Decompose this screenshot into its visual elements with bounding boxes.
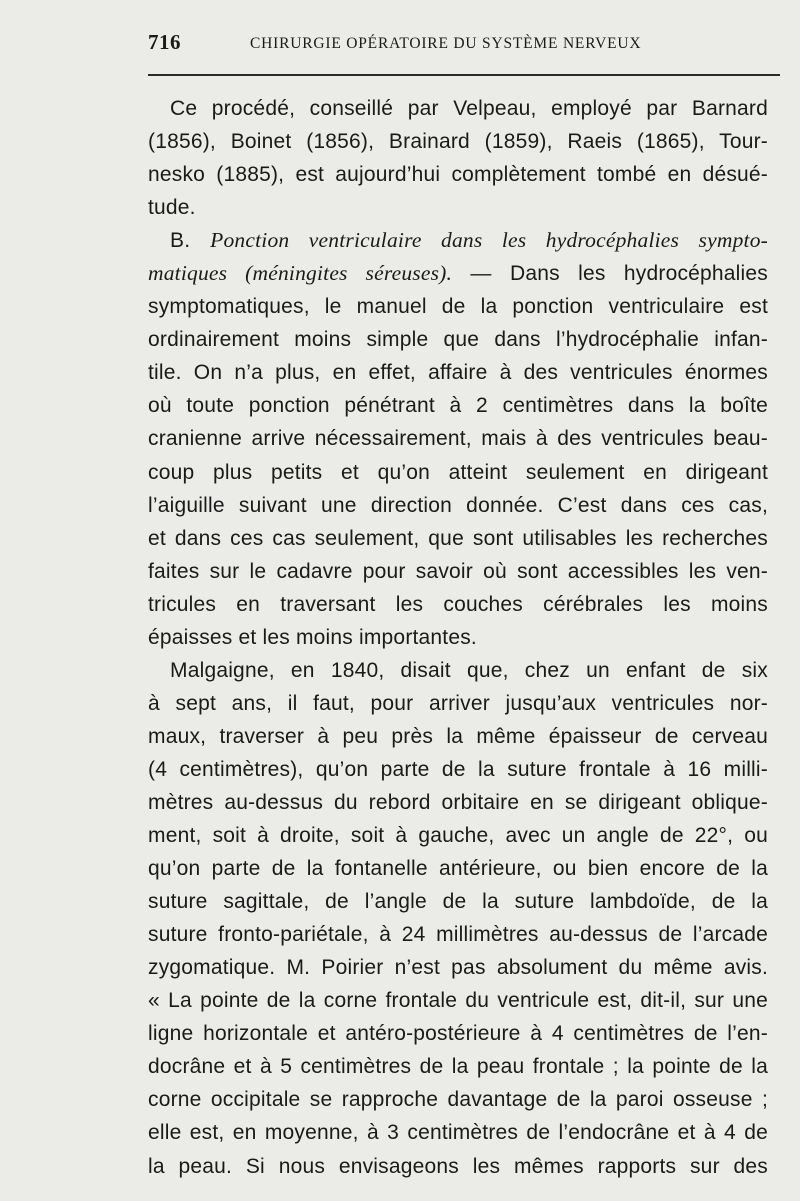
body-text <box>148 92 768 1183</box>
text-line: l’aiguille suivant une direction donnée. C’est dans ces cas, <box>148 493 768 517</box>
text-line: « La pointe de la corne frontale du ventricule est, dit-il, sur une <box>148 989 768 1013</box>
text-line: tricules en traversant les couches cérébrales les moins <box>148 592 768 616</box>
text-line: qu’on parte de la fontanelle antérieure, ou bien encore de la <box>148 857 768 881</box>
text-line: nesko (1885), est aujourd’hui complètement tombé en désué- <box>148 163 768 187</box>
header-rule <box>148 74 780 76</box>
text-line: cranienne arrive nécessairement, mais à des ventricules beau- <box>148 427 768 451</box>
text-line: coup plus petits et qu’on atteint seulement en dirigeant <box>148 460 768 484</box>
text-line: elle est, en moyenne, à 3 centimètres de l’endocrâne et à 4 de <box>148 1121 768 1145</box>
text-line: (1856), Boinet (1856), Brainard (1859), Raeis (1865), Tour- <box>148 130 768 154</box>
text-line: corne occipitale se rapproche davantage de la paroi osseuse ; <box>148 1088 768 1112</box>
running-title: CHIRURGIE OPÉRATOIRE DU SYSTÈME NERVEUX <box>250 35 642 52</box>
page-header <box>148 28 768 60</box>
section-heading-line-2 <box>148 257 768 290</box>
text-line: Ce procédé, conseillé par Velpeau, employé par Barnard <box>170 97 768 120</box>
section-heading-line <box>148 224 768 257</box>
text-line: suture fronto-pariétale, à 24 millimètres au-dessus de l’arcade <box>148 923 768 947</box>
text-line: à sept ans, il faut, pour arriver jusqu’aux ventricules nor- <box>148 691 768 715</box>
text-line: faites sur le cadavre pour savoir où sont accessibles les ven- <box>148 559 768 583</box>
text-line: épaisses et les moins importantes. <box>148 625 477 649</box>
text-line: zygomatique. M. Poirier n’est pas absolument du même avis. <box>148 956 768 980</box>
text-line: ment, soit à droite, soit à gauche, avec un angle de 22°, ou <box>148 824 768 848</box>
text-line: la peau. Si nous envisageons les mêmes rapports sur des <box>148 1154 768 1178</box>
text-line: mètres au-dessus du rebord orbitaire en se dirigeant oblique- <box>148 790 768 814</box>
text-line: tile. On n’a plus, en effet, affaire à des ventricules énormes <box>148 361 768 385</box>
text-line: maux, traverser à peu près la même épaisseur de cerveau <box>148 724 768 748</box>
text-line: symptomatiques, le manuel de la ponction ventriculaire est <box>148 295 768 319</box>
section-title-italic-cont: matiques (méningites séreuses). <box>148 261 453 286</box>
text-line: ordinairement moins simple que dans l’hydrocéphalie infan- <box>148 328 768 352</box>
text-line: et dans ces cas seulement, que sont utilisables les recherches <box>148 526 768 550</box>
text-line: où toute ponction pénétrant à 2 centimètres dans la boîte <box>148 394 768 418</box>
section-text-start: — Dans les hydrocéphalies <box>452 262 768 286</box>
page-number: 716 <box>148 30 181 54</box>
section-letter: B. <box>170 229 211 253</box>
text-line: tude. <box>148 196 196 220</box>
text-line: suture sagittale, de l’angle de la suture lambdoïde, de la <box>148 890 768 914</box>
text-line: (4 centimètres), qu’on parte de la suture frontale à 16 milli- <box>148 757 768 781</box>
text-line: Malgaigne, en 1840, disait que, chez un enfant de six <box>170 658 768 682</box>
section-title-italic: Ponction ventriculaire dans les hydrocéphalies sympto- <box>210 228 768 253</box>
text-line: docrâne et à 5 centimètres de la peau frontale ; la pointe de la <box>148 1055 768 1079</box>
text-line: ligne horizontale et antéro-postérieure à 4 centimètres de l’en- <box>148 1022 768 1046</box>
